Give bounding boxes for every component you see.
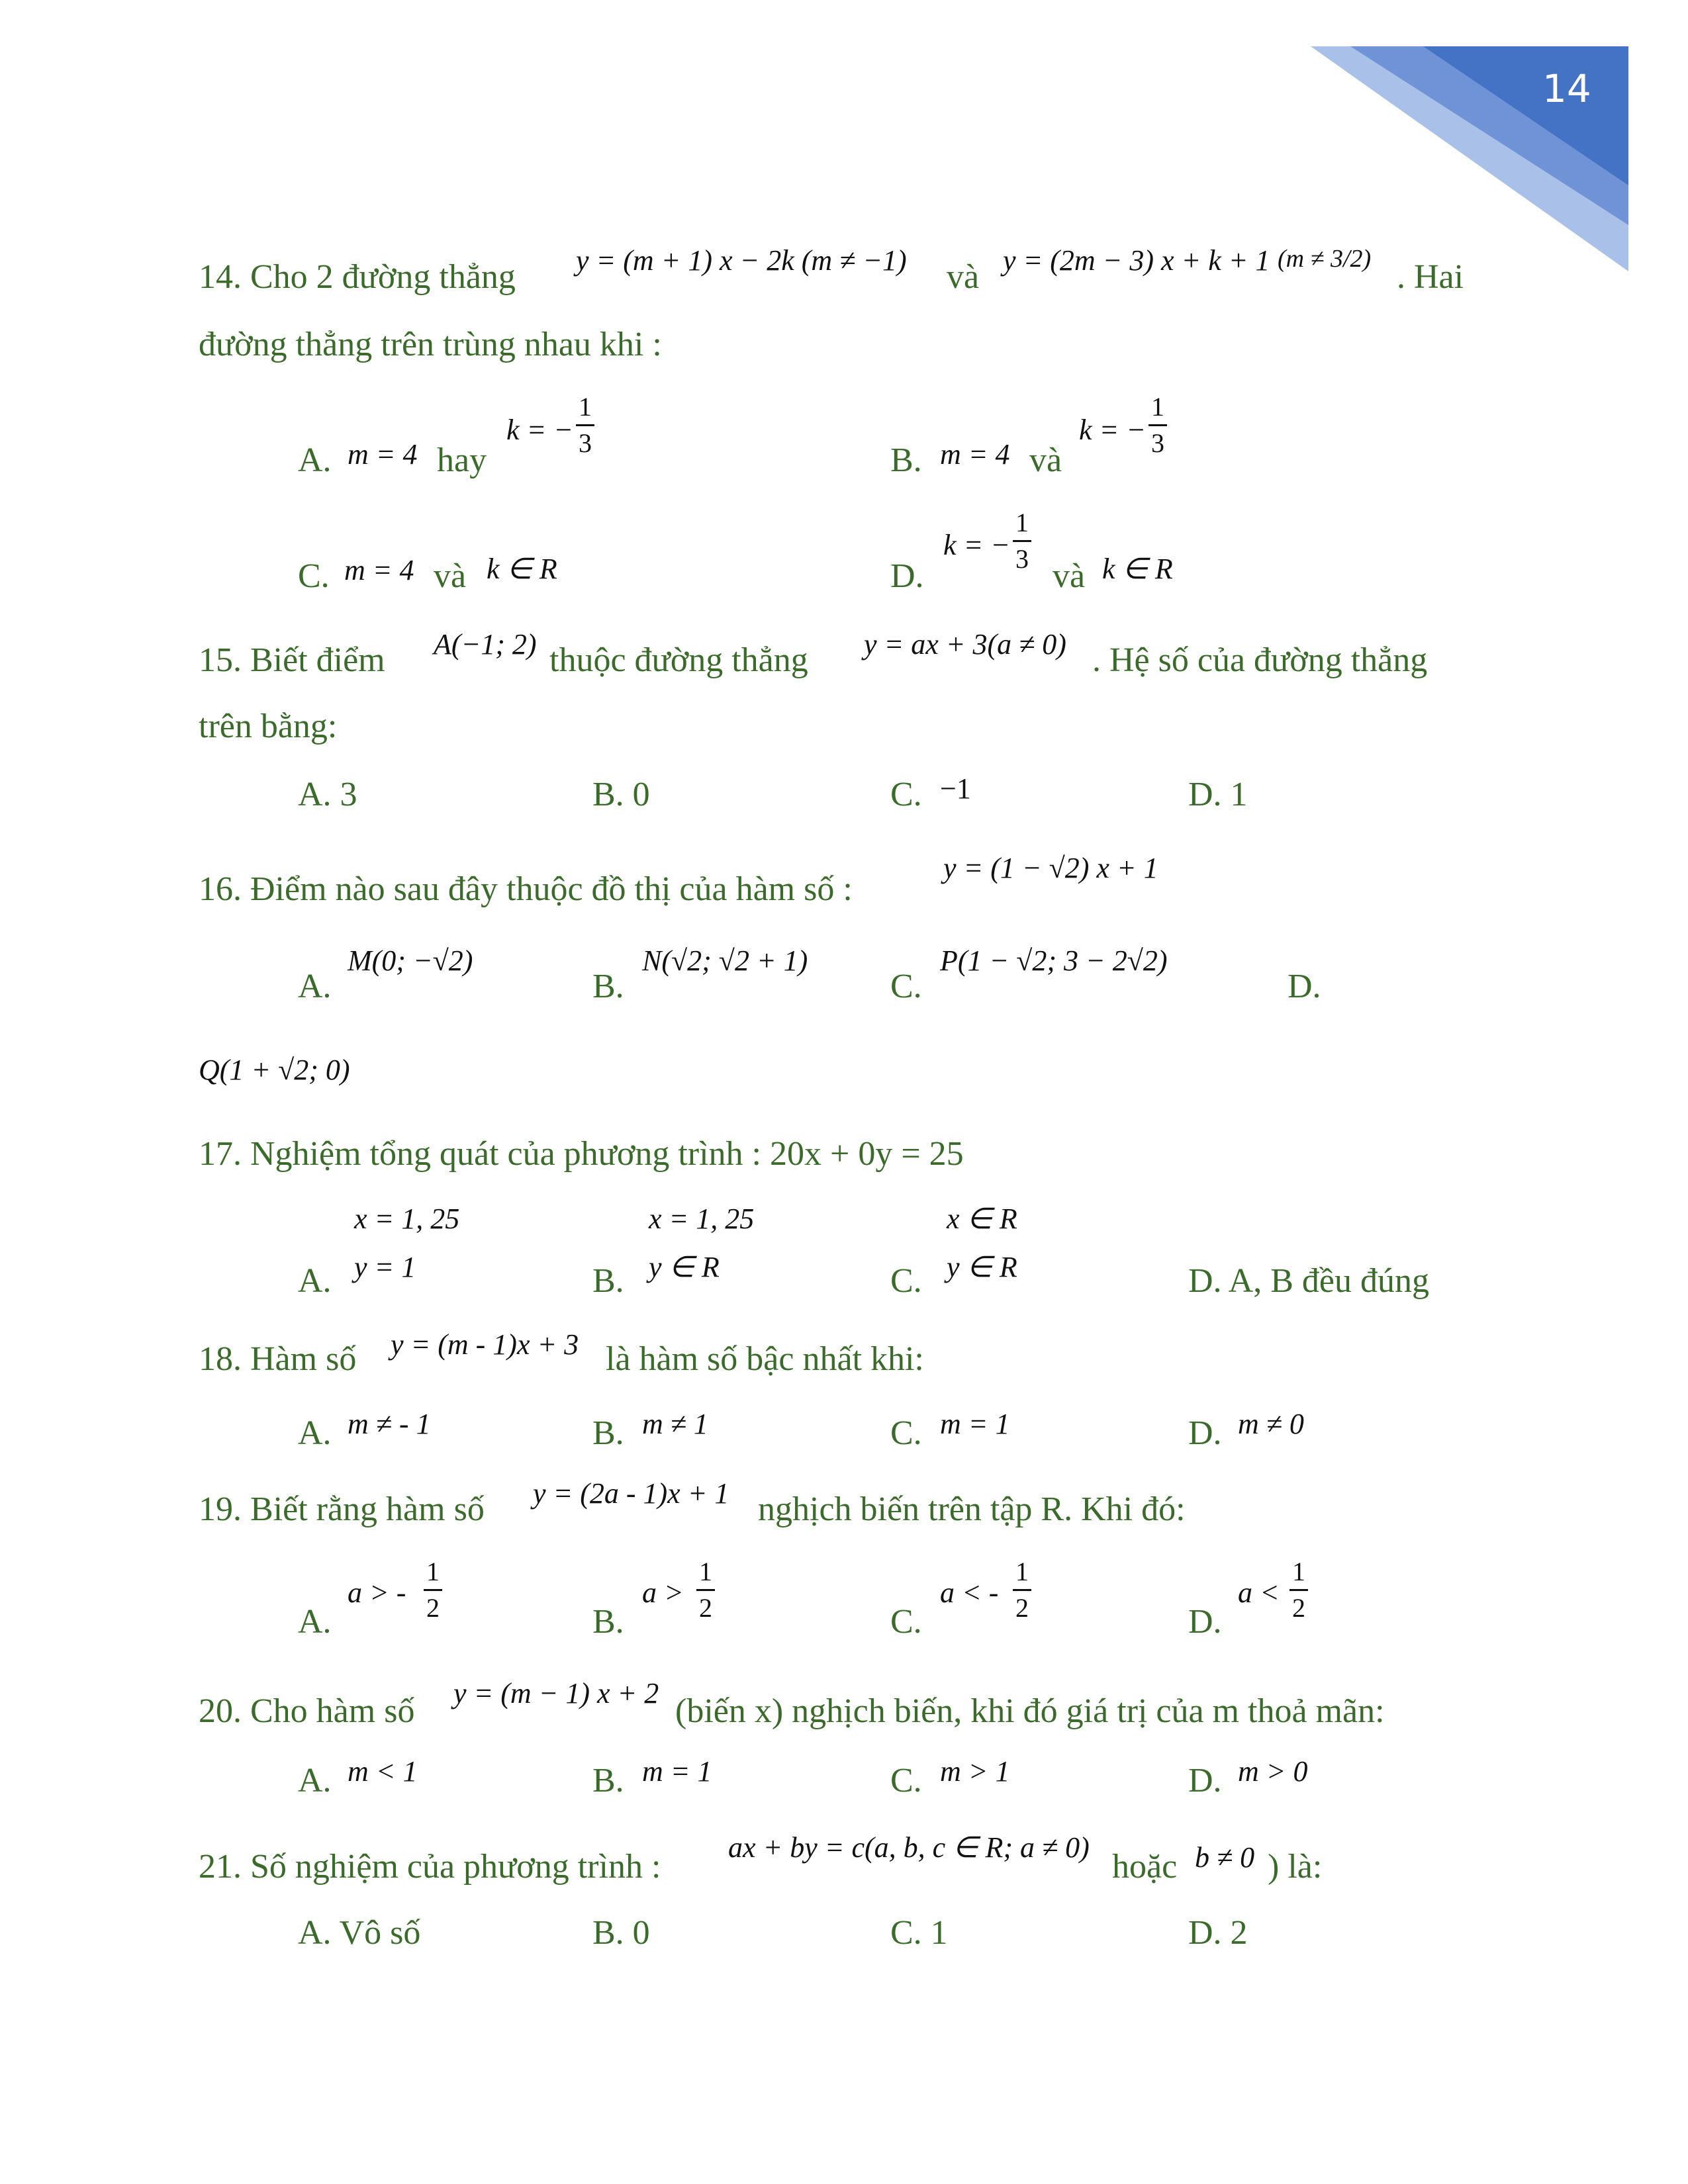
q14-lead: 14. Cho 2 đường thẳng [199, 258, 516, 296]
q17-option-b-label: B. [592, 1262, 624, 1300]
q16-option-d-value: Q(1 + √2; 0) [199, 1054, 350, 1086]
q15-option-c-label: C. [890, 776, 922, 813]
q20-option-b-label: B. [592, 1762, 624, 1799]
q20-option-a-value: m < 1 [348, 1755, 418, 1788]
q20-lead: 20. Cho hàm số [199, 1692, 415, 1730]
q17-option-a-label: A. [298, 1262, 332, 1300]
q16-option-c-label: C. [890, 968, 922, 1005]
q17-option-c-label: C. [890, 1262, 922, 1300]
q15-tail: . Hệ số của đường thẳng [1092, 641, 1428, 679]
q18-option-c-label: C. [890, 1414, 922, 1452]
page-number: 14 [1542, 66, 1591, 111]
q17-option-a-row1: x = 1, 25 [354, 1203, 460, 1235]
q17-option-d: D. A, B đều đúng [1188, 1262, 1429, 1300]
q18-option-a-label: A. [298, 1414, 332, 1452]
q16-option-c-value: P(1 − √2; 3 − 2√2) [940, 944, 1168, 977]
q19-option-d-value: a < [1238, 1576, 1280, 1609]
q21-option-d: D. 2 [1188, 1914, 1248, 1952]
q14-option-c-label: C. [298, 557, 330, 595]
q16-option-b-value: N(√2; √2 + 1) [642, 944, 808, 977]
q14-option-b-m: m = 4 [940, 438, 1010, 471]
q16-lead: 16. Điểm nào sau đây thuộc đồ thị của hàm số : [199, 870, 853, 908]
q14-line2: đường thẳng trên trùng nhau khi : [199, 326, 662, 363]
q15-option-c-value: −1 [940, 772, 971, 805]
q18-option-d-label: D. [1188, 1414, 1222, 1452]
q15-point: A(−1; 2) [434, 628, 537, 660]
q15-lead: 15. Biết điểm [199, 641, 385, 679]
q19-option-c-label: C. [890, 1603, 922, 1641]
q19-option-a-label: A. [298, 1603, 332, 1641]
q14-option-d-label: D. [890, 557, 924, 595]
q19-eq: y = (2a - 1)x + 1 [533, 1477, 729, 1510]
q16-option-d-label: D. [1288, 968, 1321, 1005]
q18-option-c-value: m = 1 [940, 1408, 1010, 1440]
q18-option-d-value: m ≠ 0 [1238, 1408, 1304, 1440]
q21-option-c: C. 1 [890, 1914, 948, 1952]
q14-option-c-k: k ∈ R [487, 553, 557, 585]
q17-option-c-row1: x ∈ R [947, 1203, 1017, 1235]
q14-option-d-word: và [1053, 557, 1086, 595]
q21-option-a: A. Vô số [298, 1914, 421, 1952]
q14-option-a-fraction: $\frac{1}{3}$ [576, 394, 594, 457]
q18-tail: là hàm số bậc nhất khi: [606, 1340, 924, 1378]
q21-mid: hoặc [1112, 1848, 1178, 1886]
q15-mid: thuộc đường thẳng [549, 641, 808, 679]
q14-option-a-label: A. [298, 441, 332, 479]
q14-option-c-word: và [434, 557, 467, 595]
q20-option-a-label: A. [298, 1762, 332, 1799]
q15-option-a: A. 3 [298, 776, 357, 813]
q14-option-b-label: B. [890, 441, 922, 479]
q21-lead: 21. Số nghiệm của phương trình : [199, 1848, 661, 1886]
q21-tail: ) là: [1268, 1848, 1323, 1886]
q17-option-b-row2: y ∈ R [649, 1251, 720, 1283]
q14-tail: . Hai [1397, 258, 1464, 296]
q18-lead: 18. Hàm số [199, 1340, 357, 1378]
q14-condition: (m ≠ 3/2) [1278, 245, 1372, 273]
q19-option-b-label: B. [592, 1603, 624, 1641]
q17-lead: 17. Nghiệm tổng quát của phương trình : 20x + 0y = 25 [199, 1135, 964, 1173]
q14-option-d-k2: k ∈ R [1102, 553, 1173, 585]
q19-option-a-value: a > - [348, 1576, 406, 1609]
q19-option-d-fraction: $\frac{1}{2}$ [1289, 1559, 1308, 1621]
q21-option-b: B. 0 [592, 1914, 650, 1952]
q16-eq: y = (1 − √2) x + 1 [943, 852, 1158, 884]
q18-option-a-value: m ≠ - 1 [348, 1408, 431, 1440]
q15-option-d: D. 1 [1188, 776, 1248, 813]
q14-option-a-word: hay [437, 441, 487, 479]
q18-option-b-label: B. [592, 1414, 624, 1452]
q19-tail: nghịch biến trên tập R. Khi đó: [758, 1490, 1186, 1528]
q17-option-a-row2: y = 1 [354, 1251, 416, 1283]
q20-option-c-label: C. [890, 1762, 922, 1799]
q20-option-d-label: D. [1188, 1762, 1222, 1799]
q18-eq: y = (m - 1)x + 3 [391, 1328, 579, 1361]
q14-option-b-fraction: $\frac{1}{3}$ [1149, 394, 1167, 457]
q17-option-c-row2: y ∈ R [947, 1251, 1017, 1283]
q14-option-a-m: m = 4 [348, 438, 418, 471]
q19-option-b-value: a > [642, 1576, 684, 1609]
q14-option-a-k: k = − [506, 414, 573, 446]
q20-tail: (biến x) nghịch biến, khi đó giá trị của m thoả mãn: [675, 1692, 1385, 1730]
q17-option-b-row1: x = 1, 25 [649, 1203, 755, 1235]
q19-option-a-fraction: $\frac{1}{2}$ [424, 1559, 442, 1621]
q14-option-b-word: và [1029, 441, 1062, 479]
q20-option-d-value: m > 0 [1238, 1755, 1308, 1788]
q19-option-d-label: D. [1188, 1603, 1222, 1641]
q21-condition: b ≠ 0 [1195, 1841, 1255, 1874]
q15-eq: y = ax + 3(a ≠ 0) [864, 628, 1066, 660]
q19-option-c-value: a < - [940, 1576, 999, 1609]
q15-line2: trên bằng: [199, 707, 338, 745]
q14-eq1: y = (m + 1) x − 2k (m ≠ −1) [576, 244, 907, 277]
q20-option-b-value: m = 1 [642, 1755, 712, 1788]
q14-option-b-k: k = − [1079, 414, 1146, 446]
q14-option-d-fraction: $\frac{1}{3}$ [1013, 510, 1031, 572]
q15-option-b: B. 0 [592, 776, 650, 813]
q14-eq2: y = (2m − 3) x + k + 1 [1003, 244, 1270, 277]
q19-option-c-fraction: $\frac{1}{2}$ [1013, 1559, 1031, 1621]
q16-option-b-label: B. [592, 968, 624, 1005]
q14-option-c-m: m = 4 [344, 554, 414, 586]
q18-option-b-value: m ≠ 1 [642, 1408, 708, 1440]
q16-option-a-value: M(0; −√2) [348, 944, 473, 977]
q21-eq: ax + by = c(a, b, c ∈ R; a ≠ 0) [728, 1831, 1090, 1864]
q20-eq: y = (m − 1) x + 2 [453, 1677, 659, 1709]
q19-lead: 19. Biết rằng hàm số [199, 1490, 485, 1528]
q14-and: và [947, 258, 980, 296]
q20-option-c-value: m > 1 [940, 1755, 1010, 1788]
q14-option-d-k: k = − [943, 529, 1010, 561]
q16-option-a-label: A. [298, 968, 332, 1005]
q19-option-b-fraction: $\frac{1}{2}$ [696, 1559, 715, 1621]
